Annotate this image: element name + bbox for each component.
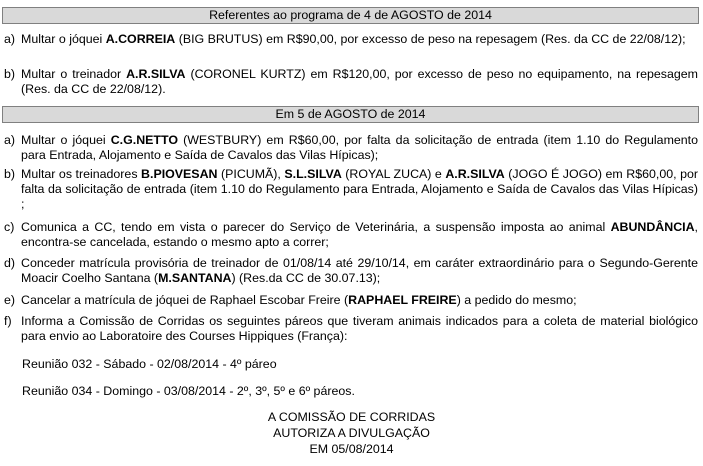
item-text: Multar o jóquei A.CORREIA (BIG BRUTUS) em R$90,00, por excesso de peso na repesagem (Res. da CC de 22/08/12);: [21, 32, 686, 46]
item-label: b): [4, 67, 16, 81]
item-text: Multar o jóquei C.G.NETTO (WESTBURY) em R$60,00, por falta da solicitação de entrada (item 1.10 do Regulamento para Entrada, Alojamento e Saída de Cavalos das Vilas Hípicas);: [21, 133, 699, 162]
item-label: a): [4, 32, 16, 46]
item-text: Multar o treinador A.R.SILVA (CORONEL KURTZ) em R$120,00, por excesso de peso no equipamento, na repesagem (Res. da CC de 22/08/12).: [21, 67, 698, 96]
meeting-line: Reunião 032 - Sábado - 02/08/2014 - 4º páreo: [22, 357, 277, 371]
item-text: Conceder matrícula provisória de treinador de 01/08/14 até 29/10/14, em caráter extraordinário para o Segundo-Gerente Moacir Coelho Santana (M.SANTANA) (Res.da CC de 30.07.13);: [21, 256, 698, 285]
meeting-line: Reunião 034 - Domingo - 03/08/2014 - 2º, 3º, 5º e 6º páreos.: [22, 384, 355, 398]
trainer-name: B.PIOVESAN: [141, 167, 218, 181]
item-text: Cancelar a matrícula de jóquei de Raphael Escobar Freire (RAPHAEL FREIRE) a pedido do mesmo;: [21, 293, 577, 307]
section-header-1: Referentes ao programa de 4 de AGOSTO de 2014: [2, 7, 699, 24]
signature-line: A COMISSÃO DE CORRIDAS: [267, 410, 436, 424]
jockey-name: A.CORREIA: [105, 32, 176, 46]
item-label: b): [4, 167, 16, 181]
jockey-name: C.G.NETTO: [110, 133, 178, 147]
jockey-name: RAPHAEL FREIRE: [348, 293, 457, 307]
signature-line: EM 05/08/2014: [309, 442, 394, 456]
trainer-name: A.R.SILVA: [445, 167, 505, 181]
section-header-2: Em 5 de AGOSTO de 2014: [2, 106, 699, 123]
item-text: Comunica a CC, tendo em vista o parecer do Serviço de Veterinária, a suspensão imposta ao animal ABUNDÂNCIA, encontra-se cancelada, estando o mesmo apto a correr;: [21, 220, 698, 249]
trainer-name: S.L.SILVA: [284, 167, 342, 181]
item-text: Informa a Comissão de Corridas os seguintes páreos que tiveram animais indicados para a coleta de material biológico para envio ao Laboratoire des Courses Hippiques (França):: [21, 314, 698, 343]
item-text: Multar os treinadores B.PIOVESAN (PICUMÃ), S.L.SILVA (ROYAL ZUCA) e A.R.SILVA (JOGO É JOGO) em R$60,00, por falta da solicitação de entrada (item 1.10 do Regulamento para Entrada, Alojamento e Saída de Cavalos das Vilas Hípicas) ;: [21, 167, 698, 211]
item-label: a): [4, 133, 16, 147]
trainer-name: M.SANTANA: [158, 271, 232, 285]
horse-name: ABUNDÂNCIA: [610, 220, 695, 234]
item-label: e): [4, 293, 16, 307]
item-label: f): [4, 314, 12, 328]
signature-line: AUTORIZA A DIVULGAÇÃO: [273, 426, 430, 440]
trainer-name: A.R.SILVA: [126, 67, 186, 81]
item-label: c): [4, 220, 15, 234]
item-label: d): [4, 256, 16, 270]
